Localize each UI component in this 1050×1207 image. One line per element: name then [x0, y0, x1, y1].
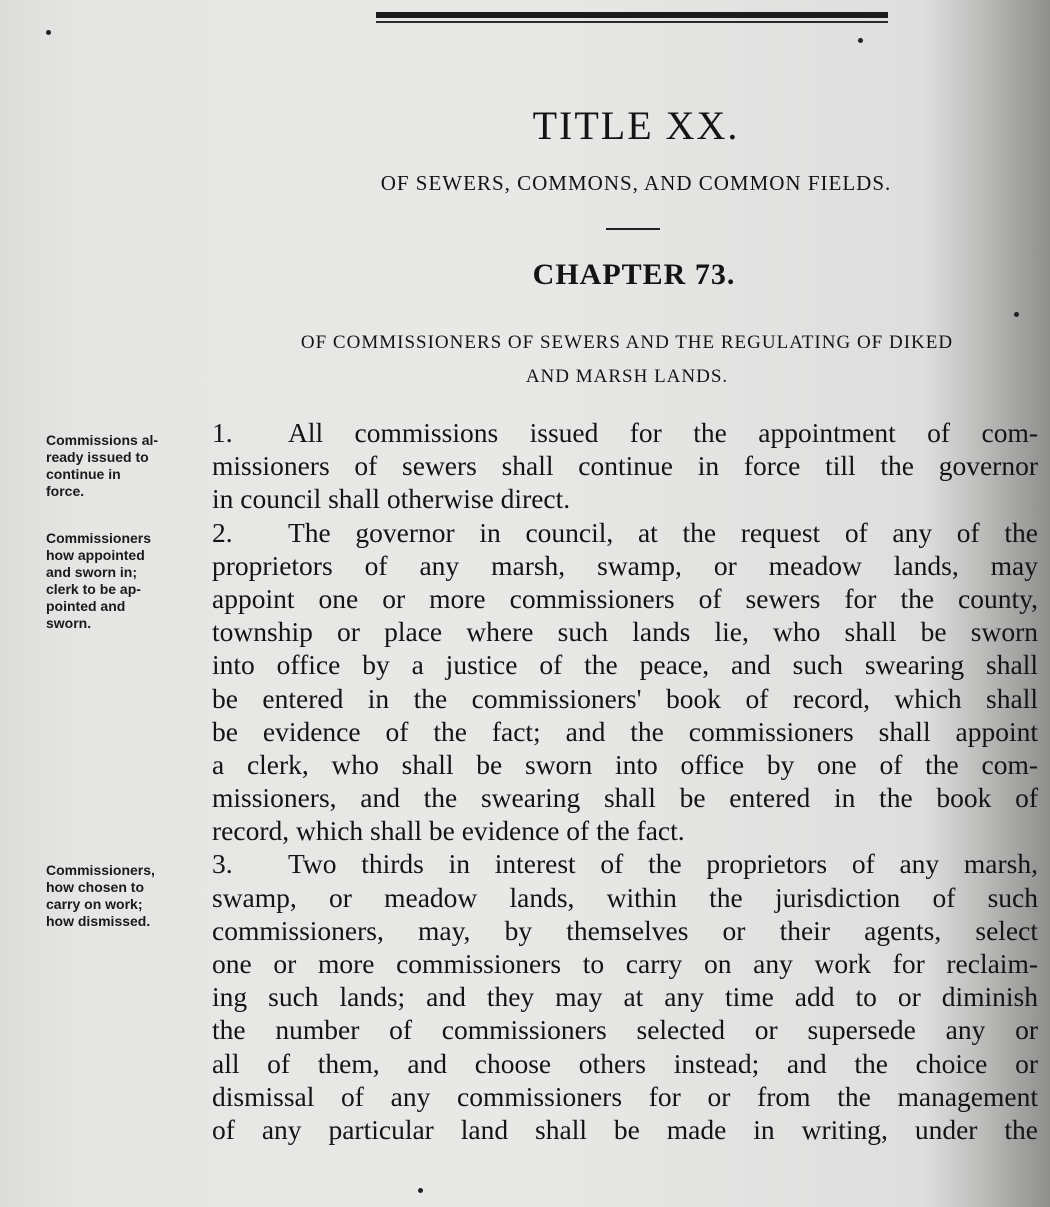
section-2-line: into office by a justice of the peace, and such swearing shall: [212, 649, 1038, 681]
section-text: Two thirds in interest of the proprietors of any marsh,: [288, 848, 1038, 880]
margin-note-line: and sworn in;: [46, 564, 137, 580]
margin-note-line: carry on work;: [46, 896, 143, 912]
section-2-line: appoint one or more commissioners of sewers for the county,: [212, 582, 1038, 614]
section-number: 1.: [212, 417, 233, 448]
section-2-line: be entered in the commissioners' book of record, which shall: [212, 682, 1038, 714]
paper-speck: [418, 1188, 423, 1193]
section-2-line: township or place where such lands lie, who shall be sworn: [212, 616, 1038, 648]
section-3-line: swamp, or meadow lands, within the jurisdiction of such: [212, 881, 1038, 913]
body-text: [212, 416, 1038, 1146]
margin-note-line: Commissions al-: [46, 432, 159, 448]
section-2-line: a clerk, who shall be sworn into office by one of the com-: [212, 748, 1038, 780]
margin-note-line: how appointed: [46, 547, 145, 563]
section-3-line: all of them, and choose others instead; and the choice or: [212, 1047, 1038, 1079]
chapter-subtitle-line: AND MARSH LANDS.: [525, 366, 729, 387]
section-divider: [606, 228, 660, 230]
margin-note-line: how chosen to: [46, 879, 144, 895]
section-3-line: one or more commissioners to carry on any work for reclaim-: [212, 948, 1038, 979]
margin-note-line: Commissioners: [46, 530, 152, 546]
section-3-line: [212, 847, 1038, 880]
margin-note-line: Commissioners,: [46, 862, 155, 878]
margin-note-3: [46, 862, 208, 930]
section-3-line: ing such lands; and they may at any time add to or diminish: [212, 981, 1038, 1013]
section-1-line: in council shall otherwise direct.: [212, 483, 571, 515]
section-2-line: missioners, and the swearing shall be entered in the book of: [212, 782, 1038, 814]
title-subtitle: OF SEWERS, COMMONS, AND COMMON FIELDS.: [380, 171, 892, 195]
section-2-line: [212, 516, 1038, 549]
section-3-line: dismissal of any commissioners for or from the management: [212, 1080, 1038, 1112]
section-number: 2.: [212, 516, 233, 548]
chapter-subtitle: [212, 326, 1042, 394]
section-1-line: [212, 416, 1038, 449]
section-3-line: commissioners, may, by themselves or their agents, select: [212, 914, 1038, 946]
margin-note-line: pointed and: [46, 598, 126, 614]
chapter-heading: CHAPTER 73.: [532, 258, 736, 291]
margin-note-line: continue in: [46, 466, 121, 482]
section-2-line: record, which shall be evidence of the fact.: [212, 815, 685, 847]
section-3-line: the number of commissioners selected or supersede any or: [212, 1014, 1038, 1046]
margin-note-line: sworn.: [46, 615, 92, 631]
paper-speck: [46, 30, 51, 35]
section-1-line: missioners of sewers shall continue in force till the governor: [212, 450, 1038, 482]
top-rule-thick: [376, 12, 888, 18]
margin-note-2: [46, 530, 208, 632]
margin-note-line: clerk to be ap-: [46, 581, 141, 597]
section-text: All commissions issued for the appointment of com-: [288, 417, 1038, 448]
top-rule-thin: [376, 21, 888, 23]
chapter-subtitle-line: OF COMMISSIONERS OF SEWERS AND THE REGULATING OF DIKED: [300, 332, 954, 353]
section-text: The governor in council, at the request of any of the: [288, 516, 1038, 548]
margin-note-line: how dismissed.: [46, 913, 151, 929]
margin-note-line: ready issued to: [46, 449, 149, 465]
section-2-line: be evidence of the fact; and the commissioners shall appoint: [212, 715, 1038, 747]
page-title: TITLE XX.: [532, 103, 740, 148]
paper-speck: [858, 38, 863, 43]
section-3-line: of any particular land shall be made in writing, under the: [212, 1113, 1038, 1145]
margin-note-1: [46, 432, 208, 500]
section-number: 3.: [212, 848, 233, 880]
margin-note-line: force.: [46, 483, 85, 499]
section-2-line: proprietors of any marsh, swamp, or meadow lands, may: [212, 549, 1038, 581]
paper-speck: [1014, 312, 1019, 317]
